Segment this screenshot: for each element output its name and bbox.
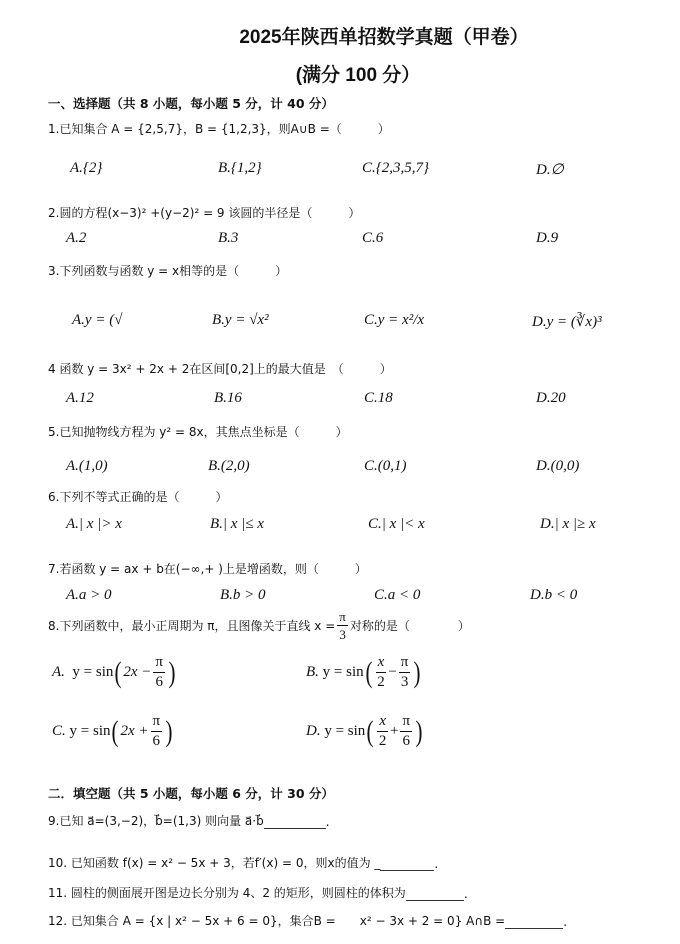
question-6-option-a: A.| x |> x <box>66 516 122 532</box>
question-1-option-a: A.{2} <box>70 160 103 176</box>
question-3-option-a: A.y = (√ <box>72 312 123 328</box>
question-5-option-b: B.(2,0) <box>208 458 250 474</box>
question-6-stem: 6.下列不等式正确的是（ ） <box>48 490 228 504</box>
question-2-stem: 2.圆的方程(x−3)² +(y−2)² = 9 该圆的半径是（ ） <box>48 206 361 220</box>
question-11: 11. 圆柱的侧面展开图是边长分别为 4、2 的矩形，则圆柱的体积为 . <box>48 886 468 901</box>
question-7-option-d: D.b < 0 <box>530 587 578 603</box>
question-7-option-c: C.a < 0 <box>374 587 421 603</box>
question-5-option-d: D.(0,0) <box>536 458 580 474</box>
question-1-option-c: C.{2,3,5,7} <box>362 160 430 176</box>
question-4-option-a: A.12 <box>66 390 94 406</box>
section-heading-fill-in: 二．填空题（共 5 小题，每小题 6 分，计 30 分） <box>48 786 334 801</box>
question-12: 12. 已知集合 A = {x | x² − 5x + 6 = 0}，集合B = x² − 3x + 2 = 0} A∩B = . <box>48 914 568 929</box>
question-8-stem-suffix: 对称的是（ ） <box>349 619 470 633</box>
section-heading-choice: 一、选择题（共 8 小题，每小题 5 分，计 40 分） <box>48 96 334 111</box>
question-1-option-b: B.{1,2} <box>218 160 262 176</box>
question-5-option-a: A.(1,0) <box>66 458 108 474</box>
question-2-option-c: C.6 <box>362 230 384 246</box>
question-2-option-d: D.9 <box>536 230 559 246</box>
question-8-option-d: D. y = sin ( $\frac{x}{2}$ + $\frac{\pi}{6}$ ) <box>306 713 423 749</box>
question-8-option-c: C. y = sin ( 2x + $\frac{\pi}{6}$ ) <box>52 713 173 749</box>
question-8-option-a: A. y = sin ( 2x − $\frac{\pi}{6}$ ) <box>52 654 176 690</box>
question-3-option-d: D.y = (∛x)³ <box>532 314 602 330</box>
question-5-option-c: C.(0,1) <box>364 458 407 474</box>
document-subtitle: (满分 100 分） <box>295 65 421 86</box>
question-8-stem-prefix: 8.下列函数中，最小正周期为 π，且图像关于直线 x = <box>48 619 336 633</box>
question-6-option-b: B.| x |≤ x <box>210 516 264 532</box>
question-6-option-c: C.| x |< x <box>368 516 425 532</box>
question-3-option-c: C.y = x²/x <box>364 312 425 328</box>
question-9: 9.已知 a⃗=(3,−2)，b⃗=(1,3) 则向量 a⃗·b⃗ . <box>48 814 330 829</box>
question-4-stem: 4 函数 y = 3x² + 2x + 2在区间[0,2]上的最大值是 （ ） <box>48 362 392 376</box>
question-11-stem: 11. 圆柱的侧面展开图是边长分别为 4、2 的矩形，则圆柱的体积为 <box>48 886 406 900</box>
question-4-option-b: B.16 <box>214 390 242 406</box>
question-2-option-b: B.3 <box>218 230 239 246</box>
question-6-option-d: D.| x |≥ x <box>540 516 596 532</box>
question-8-stem-fraction: $\frac{\pi}{3}$ <box>339 609 346 642</box>
question-1-option-d: D.∅ <box>536 162 564 178</box>
document-title: 2025年陕西单招数学真题（甲卷） <box>239 27 529 48</box>
question-10: 10. 已知函数 f(x) = x² − 5x + 3，若f′(x) = 0，则x的值为 _ . <box>48 856 439 871</box>
answer-blank-12[interactable] <box>505 917 563 929</box>
answer-blank-9[interactable] <box>264 817 326 829</box>
question-3-stem: 3.下列函数与函数 y = x相等的是（ ） <box>48 264 288 278</box>
question-7-option-a: A.a > 0 <box>66 587 112 603</box>
question-8-option-b: B. y = sin ( $\frac{x}{2}$ − $\frac{\pi}{3}$ ) <box>306 654 421 690</box>
question-5-stem: 5.已知抛物线方程为 y² = 8x，其焦点坐标是（ ） <box>48 425 348 439</box>
question-8-stem <box>48 610 470 641</box>
question-1-stem: 1.已知集合 A = {2,5,7}，B = {1,2,3}，则A∪B =（ ） <box>48 122 390 136</box>
answer-blank-10[interactable] <box>380 859 434 871</box>
question-4-option-d: D.20 <box>536 390 566 406</box>
question-10-stem: 10. 已知函数 f(x) = x² − 5x + 3，若f′(x) = 0，则x的值为 _ <box>48 856 381 870</box>
question-9-stem: 9.已知 a⃗=(3,−2)，b⃗=(1,3) 则向量 a⃗·b⃗ <box>48 814 264 828</box>
question-3-option-b: B.y = √x² <box>212 312 269 328</box>
question-12-stem: 12. 已知集合 A = {x | x² − 5x + 6 = 0}，集合B = x² − 3x + 2 = 0} A∩B = <box>48 914 506 928</box>
question-4-option-c: C.18 <box>364 390 393 406</box>
question-2-option-a: A.2 <box>66 230 87 246</box>
question-7-option-b: B.b > 0 <box>220 587 266 603</box>
answer-blank-11[interactable] <box>406 889 464 901</box>
question-7-stem: 7.若函数 y = ax + b在(−∞,+ )上是增函数，则（ ） <box>48 562 367 576</box>
